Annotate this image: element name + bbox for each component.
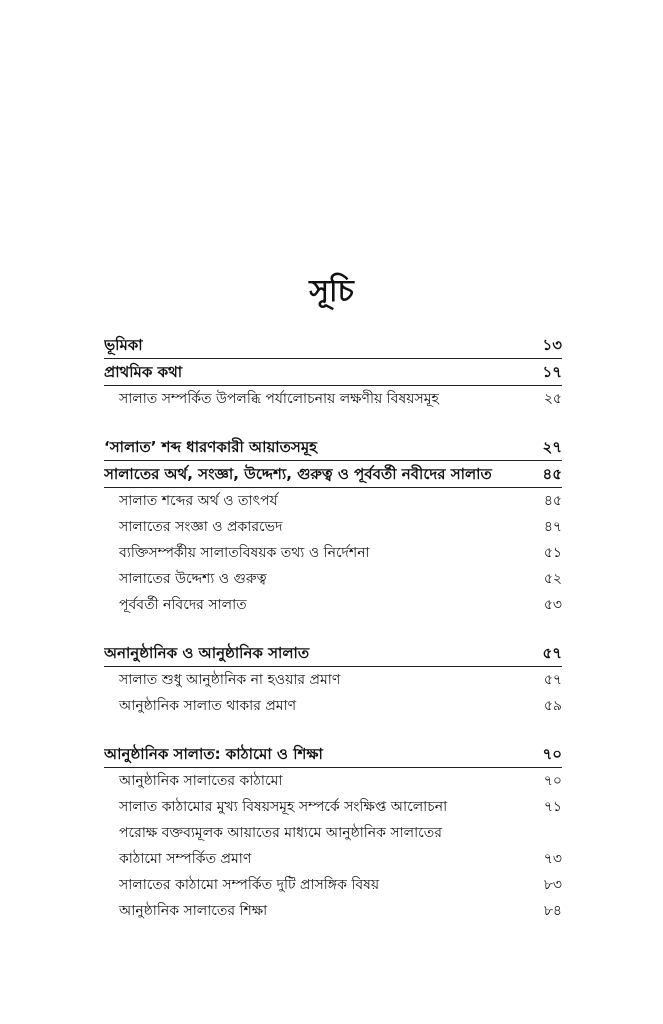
toc-entry-main[interactable]	[104, 741, 562, 768]
toc-page-number: ২৫	[543, 391, 562, 407]
section-gap	[104, 412, 562, 434]
toc-entry-main[interactable]	[104, 359, 562, 386]
toc-page-number: ৭৩	[543, 851, 562, 867]
toc-page-number: ১৩	[542, 336, 562, 354]
toc-page-number: ৫৯	[543, 698, 562, 714]
toc-entry-title: আনুষ্ঠানিক সালাতের কাঠামো	[119, 773, 283, 789]
toc-entry-sub[interactable]	[104, 386, 562, 412]
toc-entry-title: প্রাথমিক কথা	[104, 363, 183, 381]
toc-entry-sub[interactable]	[104, 514, 562, 540]
toc-entry-title: ভূমিকা	[104, 336, 143, 354]
toc-page-number: ২৭	[542, 438, 562, 456]
toc-entry-sub[interactable]	[104, 540, 562, 566]
toc-entry-sub[interactable]	[104, 820, 562, 846]
toc-entry-sub[interactable]	[104, 794, 562, 820]
toc-page-number: ৫১	[543, 545, 562, 561]
toc-entry-title: ‘সালাত’ শব্দ ধারণকারী আয়াতসমূহ	[104, 438, 318, 456]
table-of-contents	[104, 332, 562, 924]
toc-page-number: ৭০	[542, 745, 562, 763]
toc-entry-title: আনুষ্ঠানিক সালাতের শিক্ষা	[119, 903, 268, 919]
toc-entry-main[interactable]	[104, 332, 562, 359]
toc-page-number: ৭১	[543, 799, 562, 815]
toc-entry-title: সালাত শব্দের অর্থ ও তাৎপর্য	[119, 493, 278, 509]
toc-entry-sub[interactable]	[104, 846, 562, 872]
toc-entry-title: সালাতের অর্থ, সংজ্ঞা, উদ্দেশ্য, গুরুত্ব ও পূর্ববর্তী নবীদের সালাত	[104, 465, 492, 483]
toc-entry-title: অনানুষ্ঠানিক ও আনুষ্ঠানিক সালাত	[104, 644, 310, 662]
page-title: সূচি	[309, 274, 354, 309]
toc-page-number: ৫৭	[542, 644, 562, 662]
section-gap	[104, 719, 562, 741]
toc-entry-title: আনুষ্ঠানিক সালাত: কাঠামো ও শিক্ষা	[104, 745, 323, 763]
toc-page-number: ৮৩	[543, 877, 562, 893]
toc-entry-main[interactable]	[104, 461, 562, 488]
toc-page-number: ৪৫	[543, 493, 562, 509]
toc-entry-title: সালাত কাঠামোর মুখ্য বিষয়সমূহ সম্পর্কে সংক্ষিপ্ত আলোচনা	[119, 799, 448, 815]
toc-page-number: ৭০	[543, 773, 562, 789]
toc-entry-title: সালাতের কাঠামো সম্পর্কিত দুটি প্রাসঙ্গিক বিষয়	[119, 877, 380, 893]
toc-entry-title: সালাত শুধু আনুষ্ঠানিক না হওয়ার প্রমাণ	[119, 672, 341, 688]
toc-page-number: ৪৫	[542, 465, 562, 483]
toc-page-number: ৮৪	[543, 903, 562, 919]
toc-entry-title: পরোক্ষ বক্তব্যমূলক আয়াতের মাধ্যমে আনুষ্ঠানিক সালাতের	[119, 825, 442, 841]
toc-entry-title: সালাতের সংজ্ঞা ও প্রকারভেদ	[119, 519, 283, 535]
toc-entry-title: আনুষ্ঠানিক সালাত থাকার প্রমাণ	[119, 698, 297, 714]
toc-entry-title: পূর্ববর্তী নবিদের সালাত	[119, 597, 247, 613]
toc-entry-sub[interactable]	[104, 768, 562, 794]
toc-entry-main[interactable]	[104, 434, 562, 461]
toc-page-number: ৫৩	[543, 597, 562, 613]
toc-entry-sub[interactable]	[104, 667, 562, 693]
toc-entry-sub[interactable]	[104, 566, 562, 592]
toc-page-number: ৪৭	[543, 519, 562, 535]
toc-entry-sub[interactable]	[104, 898, 562, 924]
toc-page-number: ৫৭	[543, 672, 562, 688]
toc-entry-main[interactable]	[104, 640, 562, 667]
toc-entry-sub[interactable]	[104, 592, 562, 618]
toc-entry-title: কাঠামো সম্পর্কিত প্রমাণ	[119, 851, 252, 867]
toc-entry-sub[interactable]	[104, 488, 562, 514]
toc-entry-title: সালাতের উদ্দেশ্য ও গুরুত্ব	[119, 571, 267, 587]
toc-page-number: ৫২	[543, 571, 562, 587]
toc-entry-title: সালাত সম্পর্কিত উপলব্ধি পর্যালোচনায় লক্ষণীয় বিষয়সমূহ	[119, 391, 439, 407]
toc-page-number: ১৭	[542, 363, 562, 381]
toc-entry-sub[interactable]	[104, 872, 562, 898]
toc-entry-sub[interactable]	[104, 693, 562, 719]
toc-entry-title: ব্যক্তিসম্পর্কীয় সালাতবিষয়ক তথ্য ও নির্দেশনা	[119, 545, 370, 561]
section-gap	[104, 618, 562, 640]
